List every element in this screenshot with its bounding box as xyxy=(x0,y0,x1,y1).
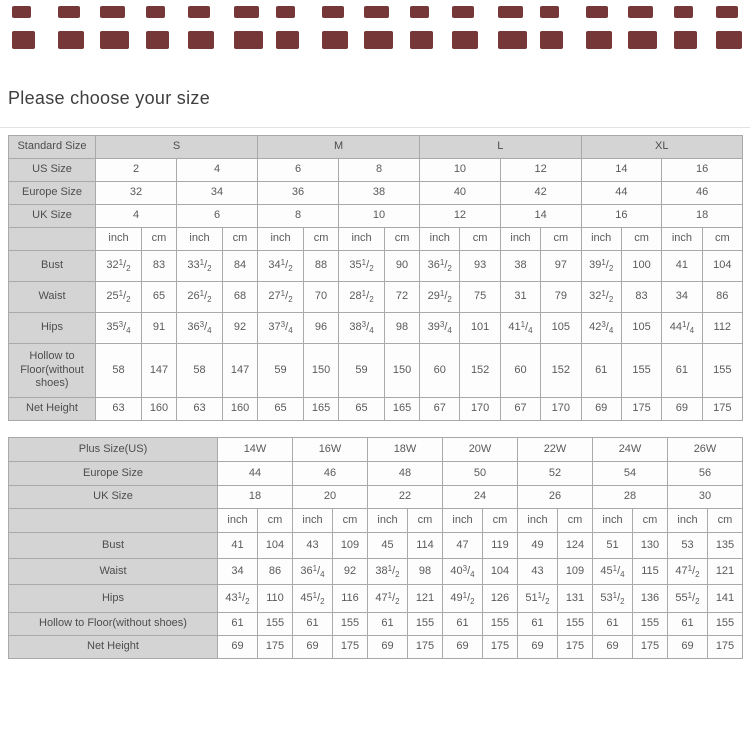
value-cell: $47^1/_2$ xyxy=(368,585,408,613)
value-cell: 131 xyxy=(558,585,593,613)
red-text-fragment xyxy=(276,6,295,18)
value-cell: 61 xyxy=(293,613,333,636)
value-cell: 175 xyxy=(408,636,443,659)
size-value-cell: 56 xyxy=(668,462,743,486)
value-cell: $38^3/_4$ xyxy=(339,313,385,344)
row-label: UK Size xyxy=(9,486,218,509)
row-label: Waist xyxy=(9,282,96,313)
unit-cell: cm xyxy=(702,228,742,251)
value-cell: 100 xyxy=(621,251,661,282)
size-value-cell: 42 xyxy=(500,182,581,205)
size-value-cell: 18 xyxy=(662,205,743,228)
row-label: Bust xyxy=(9,251,96,282)
row-label: Hollow to Floor(without shoes) xyxy=(9,613,218,636)
value-cell: $55^1/_2$ xyxy=(668,585,708,613)
red-text-fragment xyxy=(674,31,697,49)
value-cell: 121 xyxy=(708,559,743,585)
red-text-fragment xyxy=(498,31,527,49)
red-text-fragment xyxy=(12,31,35,49)
unit-cell: inch xyxy=(258,228,304,251)
value-cell: 93 xyxy=(460,251,500,282)
unit-cell: cm xyxy=(223,228,258,251)
red-text-fragment xyxy=(322,31,348,49)
size-header: L xyxy=(420,136,581,159)
size-header: 22W xyxy=(518,438,593,462)
size-value-cell: 38 xyxy=(339,182,420,205)
red-text-fragment xyxy=(716,6,738,18)
red-text-fragment xyxy=(58,6,80,18)
size-value-cell: 16 xyxy=(581,205,662,228)
value-cell: 150 xyxy=(304,344,339,398)
value-cell: 175 xyxy=(708,636,743,659)
unit-cell: cm xyxy=(483,509,518,533)
unit-cell: inch xyxy=(339,228,385,251)
value-cell: 165 xyxy=(385,398,420,421)
value-cell: $36^1/_4$ xyxy=(293,559,333,585)
value-cell: 61 xyxy=(218,613,258,636)
value-cell: $40^3/_4$ xyxy=(443,559,483,585)
value-cell: $43^1/_2$ xyxy=(218,585,258,613)
value-cell: 31 xyxy=(500,282,540,313)
row-label: Europe Size xyxy=(9,462,218,486)
size-value-cell: 48 xyxy=(368,462,443,486)
size-value-cell: 18 xyxy=(218,486,293,509)
value-cell: 65 xyxy=(339,398,385,421)
value-cell: $37^3/_4$ xyxy=(258,313,304,344)
row-label: Waist xyxy=(9,559,218,585)
standard-size-table xyxy=(8,135,743,421)
size-value-cell: 30 xyxy=(668,486,743,509)
value-cell: 61 xyxy=(443,613,483,636)
value-cell: 160 xyxy=(223,398,258,421)
unit-cell: cm xyxy=(558,509,593,533)
value-cell: 97 xyxy=(541,251,581,282)
size-value-cell: 46 xyxy=(293,462,368,486)
size-value-cell: 32 xyxy=(96,182,177,205)
size-value-cell: 6 xyxy=(258,159,339,182)
page-title: Please choose your size xyxy=(8,88,211,108)
size-value-cell: 10 xyxy=(339,205,420,228)
size-value-cell: 40 xyxy=(420,182,501,205)
value-cell: $25^1/_2$ xyxy=(96,282,142,313)
value-cell: $27^1/_2$ xyxy=(258,282,304,313)
value-cell: 68 xyxy=(223,282,258,313)
value-cell: 175 xyxy=(258,636,293,659)
plus-size-table xyxy=(8,437,743,659)
divider xyxy=(0,127,750,128)
unit-cell: cm xyxy=(708,509,743,533)
value-cell: $39^3/_4$ xyxy=(420,313,460,344)
value-cell: 104 xyxy=(483,559,518,585)
red-text-fragment xyxy=(586,31,612,49)
value-cell: 61 xyxy=(581,344,621,398)
value-cell: 69 xyxy=(518,636,558,659)
red-text-fragment xyxy=(188,31,214,49)
size-value-cell: 34 xyxy=(177,182,258,205)
value-cell: $45^1/_2$ xyxy=(293,585,333,613)
value-cell: $47^1/_2$ xyxy=(668,559,708,585)
size-value-cell: 36 xyxy=(258,182,339,205)
value-cell: 79 xyxy=(541,282,581,313)
size-header: 16W xyxy=(293,438,368,462)
value-cell: 147 xyxy=(142,344,177,398)
red-text-fragment xyxy=(322,6,344,18)
size-value-cell: 26 xyxy=(518,486,593,509)
value-cell: 43 xyxy=(518,559,558,585)
value-cell: 98 xyxy=(408,559,443,585)
size-value-cell: 54 xyxy=(593,462,668,486)
value-cell: 45 xyxy=(368,533,408,559)
value-cell: 175 xyxy=(621,398,661,421)
value-cell: 67 xyxy=(420,398,460,421)
value-cell: 175 xyxy=(483,636,518,659)
value-cell: 101 xyxy=(460,313,500,344)
value-cell: $49^1/_2$ xyxy=(443,585,483,613)
unit-cell: inch xyxy=(368,509,408,533)
value-cell: 47 xyxy=(443,533,483,559)
value-cell: 155 xyxy=(408,613,443,636)
value-cell: 69 xyxy=(581,398,621,421)
unit-cell: inch xyxy=(581,228,621,251)
value-cell: 88 xyxy=(304,251,339,282)
unit-cell: inch xyxy=(96,228,142,251)
value-cell: 34 xyxy=(218,559,258,585)
unit-cell: inch xyxy=(420,228,460,251)
value-cell: 160 xyxy=(142,398,177,421)
unit-cell: cm xyxy=(385,228,420,251)
value-cell: 69 xyxy=(662,398,702,421)
size-value-cell: 28 xyxy=(593,486,668,509)
size-value-cell: 8 xyxy=(339,159,420,182)
value-cell: 41 xyxy=(662,251,702,282)
value-cell: 69 xyxy=(368,636,408,659)
value-cell: 91 xyxy=(142,313,177,344)
unit-cell: inch xyxy=(443,509,483,533)
value-cell: $38^1/_2$ xyxy=(368,559,408,585)
value-cell: 83 xyxy=(621,282,661,313)
unit-cell: inch xyxy=(293,509,333,533)
row-label: UK Size xyxy=(9,205,96,228)
value-cell: 98 xyxy=(385,313,420,344)
red-text-fragment xyxy=(452,31,478,49)
value-cell: $39^1/_2$ xyxy=(581,251,621,282)
unit-row-label xyxy=(9,509,218,533)
value-cell: 61 xyxy=(668,613,708,636)
value-cell: 112 xyxy=(702,313,742,344)
unit-cell: inch xyxy=(668,509,708,533)
value-cell: $36^1/_2$ xyxy=(420,251,460,282)
value-cell: $35^1/_2$ xyxy=(339,251,385,282)
size-value-cell: 52 xyxy=(518,462,593,486)
value-cell: 155 xyxy=(558,613,593,636)
size-header: 24W xyxy=(593,438,668,462)
value-cell: $35^3/_4$ xyxy=(96,313,142,344)
value-cell: $33^1/_2$ xyxy=(177,251,223,282)
value-cell: 155 xyxy=(333,613,368,636)
value-cell: 109 xyxy=(558,559,593,585)
value-cell: 165 xyxy=(304,398,339,421)
value-cell: 155 xyxy=(621,344,661,398)
size-header: XL xyxy=(581,136,742,159)
unit-cell: inch xyxy=(500,228,540,251)
red-text-fragment xyxy=(452,6,474,18)
size-value-cell: 16 xyxy=(662,159,743,182)
value-cell: 83 xyxy=(142,251,177,282)
value-cell: 141 xyxy=(708,585,743,613)
value-cell: 86 xyxy=(258,559,293,585)
value-cell: 43 xyxy=(293,533,333,559)
value-cell: 175 xyxy=(702,398,742,421)
value-cell: 155 xyxy=(702,344,742,398)
red-text-fragment xyxy=(674,6,693,18)
red-text-fragment xyxy=(146,6,165,18)
unit-cell: cm xyxy=(258,509,293,533)
size-header: 14W xyxy=(218,438,293,462)
size-header: 18W xyxy=(368,438,443,462)
value-cell: $32^1/_2$ xyxy=(96,251,142,282)
size-value-cell: 8 xyxy=(258,205,339,228)
size-value-cell: 14 xyxy=(581,159,662,182)
value-cell: 126 xyxy=(483,585,518,613)
value-cell: 60 xyxy=(420,344,460,398)
value-cell: $36^3/_4$ xyxy=(177,313,223,344)
size-value-cell: 6 xyxy=(177,205,258,228)
size-value-cell: 24 xyxy=(443,486,518,509)
value-cell: 90 xyxy=(385,251,420,282)
row-label: Hollow to Floor(without shoes) xyxy=(9,344,96,398)
size-value-cell: 14 xyxy=(500,205,581,228)
red-text-fragment xyxy=(146,31,169,49)
unit-cell: cm xyxy=(333,509,368,533)
size-value-cell: 12 xyxy=(420,205,501,228)
value-cell: 105 xyxy=(621,313,661,344)
value-cell: $28^1/_2$ xyxy=(339,282,385,313)
unit-cell: cm xyxy=(304,228,339,251)
value-cell: 49 xyxy=(518,533,558,559)
value-cell: 92 xyxy=(223,313,258,344)
value-cell: 65 xyxy=(258,398,304,421)
value-cell: 69 xyxy=(593,636,633,659)
corner-label: Plus Size(US) xyxy=(9,438,218,462)
value-cell: 155 xyxy=(633,613,668,636)
value-cell: 63 xyxy=(96,398,142,421)
value-cell: 104 xyxy=(258,533,293,559)
size-header: S xyxy=(96,136,258,159)
unit-row-label xyxy=(9,228,96,251)
red-text-fragment xyxy=(540,6,559,18)
red-text-fragment xyxy=(234,6,259,18)
red-text-fragment xyxy=(410,31,433,49)
value-cell: $44^1/_4$ xyxy=(662,313,702,344)
unit-cell: inch xyxy=(218,509,258,533)
value-cell: $51^1/_2$ xyxy=(518,585,558,613)
value-cell: 155 xyxy=(483,613,518,636)
size-value-cell: 22 xyxy=(368,486,443,509)
value-cell: 105 xyxy=(541,313,581,344)
row-label: Hips xyxy=(9,585,218,613)
red-text-fragment xyxy=(364,6,389,18)
value-cell: 75 xyxy=(460,282,500,313)
row-label: Europe Size xyxy=(9,182,96,205)
row-label: Net Height xyxy=(9,636,218,659)
red-text-fragment xyxy=(12,6,31,18)
size-value-cell: 46 xyxy=(662,182,743,205)
value-cell: 155 xyxy=(258,613,293,636)
value-cell: 41 xyxy=(218,533,258,559)
size-header: M xyxy=(258,136,420,159)
unit-cell: inch xyxy=(593,509,633,533)
size-header: 26W xyxy=(668,438,743,462)
unit-cell: inch xyxy=(177,228,223,251)
value-cell: 61 xyxy=(518,613,558,636)
size-value-cell: 44 xyxy=(581,182,662,205)
unit-cell: inch xyxy=(662,228,702,251)
value-cell: 86 xyxy=(702,282,742,313)
red-text-fragment xyxy=(498,6,523,18)
value-cell: $41^1/_4$ xyxy=(500,313,540,344)
value-cell: 150 xyxy=(385,344,420,398)
value-cell: $34^1/_2$ xyxy=(258,251,304,282)
value-cell: 114 xyxy=(408,533,443,559)
value-cell: $29^1/_2$ xyxy=(420,282,460,313)
red-text-fragment xyxy=(276,31,299,49)
value-cell: 72 xyxy=(385,282,420,313)
value-cell: 38 xyxy=(500,251,540,282)
value-cell: 92 xyxy=(333,559,368,585)
value-cell: 170 xyxy=(460,398,500,421)
value-cell: 147 xyxy=(223,344,258,398)
value-cell: $53^1/_2$ xyxy=(593,585,633,613)
value-cell: 119 xyxy=(483,533,518,559)
value-cell: 65 xyxy=(142,282,177,313)
red-text-fragment xyxy=(234,31,263,49)
size-value-cell: 4 xyxy=(96,205,177,228)
value-cell: 104 xyxy=(702,251,742,282)
size-value-cell: 12 xyxy=(500,159,581,182)
row-label: Hips xyxy=(9,313,96,344)
red-text-fragment xyxy=(58,31,84,49)
unit-cell: cm xyxy=(541,228,581,251)
value-cell: 58 xyxy=(96,344,142,398)
value-cell: $26^1/_2$ xyxy=(177,282,223,313)
value-cell: 170 xyxy=(541,398,581,421)
size-header: 20W xyxy=(443,438,518,462)
value-cell: 109 xyxy=(333,533,368,559)
value-cell: 61 xyxy=(662,344,702,398)
red-text-fragment xyxy=(586,6,608,18)
value-cell: 51 xyxy=(593,533,633,559)
value-cell: 96 xyxy=(304,313,339,344)
value-cell: 61 xyxy=(593,613,633,636)
row-label: Bust xyxy=(9,533,218,559)
value-cell: 136 xyxy=(633,585,668,613)
size-value-cell: 44 xyxy=(218,462,293,486)
unit-cell: cm xyxy=(633,509,668,533)
value-cell: 135 xyxy=(708,533,743,559)
unit-cell: cm xyxy=(460,228,500,251)
value-cell: $32^1/_2$ xyxy=(581,282,621,313)
value-cell: 58 xyxy=(177,344,223,398)
value-cell: 69 xyxy=(293,636,333,659)
value-cell: 61 xyxy=(368,613,408,636)
value-cell: 130 xyxy=(633,533,668,559)
value-cell: 175 xyxy=(633,636,668,659)
value-cell: 152 xyxy=(460,344,500,398)
unit-cell: inch xyxy=(518,509,558,533)
red-text-fragment xyxy=(410,6,429,18)
value-cell: 59 xyxy=(339,344,385,398)
value-cell: 121 xyxy=(408,585,443,613)
value-cell: 155 xyxy=(708,613,743,636)
red-text-fragment xyxy=(100,6,125,18)
red-text-fragment xyxy=(716,31,742,49)
value-cell: 116 xyxy=(333,585,368,613)
red-text-fragment xyxy=(628,31,657,49)
value-cell: 69 xyxy=(443,636,483,659)
value-cell: $42^3/_4$ xyxy=(581,313,621,344)
value-cell: $45^1/_4$ xyxy=(593,559,633,585)
red-text-fragment xyxy=(540,31,563,49)
value-cell: 69 xyxy=(218,636,258,659)
value-cell: 63 xyxy=(177,398,223,421)
size-value-cell: 4 xyxy=(177,159,258,182)
value-cell: 175 xyxy=(333,636,368,659)
value-cell: 152 xyxy=(541,344,581,398)
size-value-cell: 50 xyxy=(443,462,518,486)
value-cell: 60 xyxy=(500,344,540,398)
red-text-fragment xyxy=(188,6,210,18)
red-text-fragment xyxy=(100,31,129,49)
red-text-fragment xyxy=(628,6,653,18)
value-cell: 110 xyxy=(258,585,293,613)
value-cell: 115 xyxy=(633,559,668,585)
red-text-fragment xyxy=(364,31,393,49)
value-cell: 69 xyxy=(668,636,708,659)
row-label: US Size xyxy=(9,159,96,182)
row-label: Net Height xyxy=(9,398,96,421)
unit-cell: cm xyxy=(408,509,443,533)
value-cell: 59 xyxy=(258,344,304,398)
size-value-cell: 10 xyxy=(420,159,501,182)
size-value-cell: 2 xyxy=(96,159,177,182)
value-cell: 53 xyxy=(668,533,708,559)
unit-cell: cm xyxy=(142,228,177,251)
value-cell: 70 xyxy=(304,282,339,313)
value-cell: 34 xyxy=(662,282,702,313)
value-cell: 84 xyxy=(223,251,258,282)
value-cell: 67 xyxy=(500,398,540,421)
size-value-cell: 20 xyxy=(293,486,368,509)
value-cell: 175 xyxy=(558,636,593,659)
corner-label: Standard Size xyxy=(9,136,96,159)
value-cell: 124 xyxy=(558,533,593,559)
unit-cell: cm xyxy=(621,228,661,251)
